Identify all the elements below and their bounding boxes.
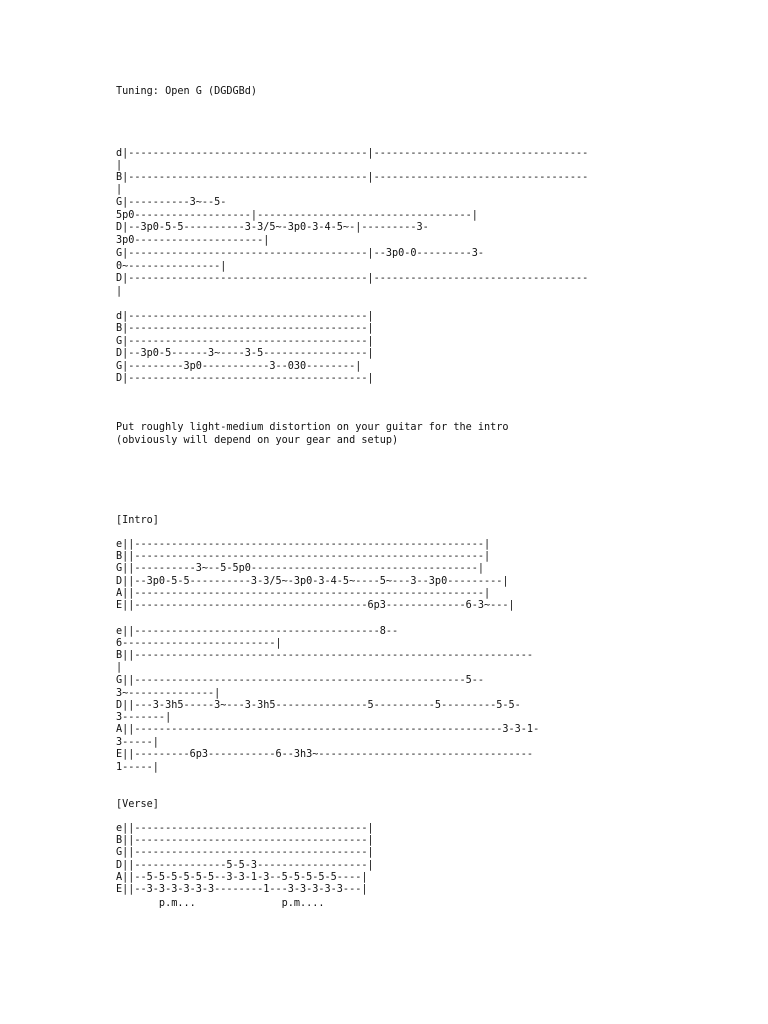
tab-line: e||----------------------------------------8-- [116,626,399,637]
tab-line: d|---------------------------------------| [116,311,374,322]
tab-line: B|---------------------------------------|----------------------------------- [116,172,589,183]
tab-line: e||--------------------------------------| [116,823,374,834]
tab-line: E||--3-3-3-3-3-3--------1---3-3-3-3-3---| [116,884,368,895]
tab-line: 1-----| [116,762,159,773]
tab-line: G||------------------------------------------------------5-- [116,675,485,686]
tab-line: B||----------------------------------------------------------------- [116,650,534,661]
tab-line: | [116,160,123,171]
tab-line: D||--3p0-5-5----------3-3/5~-3p0-3-4-5~----5~---3--3p0---------| [116,576,509,587]
tab-line: | [116,184,123,195]
tab-line: d|---------------------------------------|----------------------------------- [116,148,589,159]
tab-line: B||--------------------------------------| [116,835,374,846]
tab-line: G|---------------------------------------| [116,336,374,347]
intro-heading: [Intro] [116,515,159,526]
tab-line: B|---------------------------------------| [116,323,374,334]
tab-line: G|----------3~--5- [116,197,227,208]
tab-line: 6-------------------------| [116,638,282,649]
tab-line: G|---------3p0-----------3--030--------| [116,361,362,372]
tab-line: 3~--------------| [116,688,221,699]
tab-line: G||--------------------------------------| [116,847,374,858]
tab-line: G||----------3~--5-5p0-------------------------------------| [116,563,485,574]
tab-line: G|---------------------------------------|--3p0-0---------3- [116,248,485,259]
tab-line: A||---------------------------------------------------------| [116,588,491,599]
palm-mute-line: p.m... p.m.... [116,898,325,909]
tab-line: 3-----| [116,737,159,748]
tab-line: | [116,662,123,673]
tuning-line: Tuning: Open G (DGDGBd) [116,86,258,97]
tab-line: E||---------6p3-----------6--3h3~----------------------------------- [116,749,534,760]
note-line: Put roughly light-medium distortion on your guitar for the intro [116,422,509,433]
tab-line: D||---3-3h5-----3~---3-3h5---------------5----------5---------5-5- [116,700,521,711]
tab-line: A||--5-5-5-5-5-5--3-3-1-3--5-5-5-5-5----| [116,872,368,883]
tab-line: D||---------------5-5-3------------------| [116,860,374,871]
tab-line: D|--3p0-5------3~----3-5-----------------| [116,348,374,359]
tab-line: 3-------| [116,712,172,723]
tab-line: D|---------------------------------------| [116,373,374,384]
tab-line: 3p0---------------------| [116,235,270,246]
tab-line: A||------------------------------------------------------------3-3-1- [116,724,540,735]
tab-line: 5p0-------------------|-----------------------------------| [116,210,478,221]
note-line: (obviously will depend on your gear and setup) [116,435,399,446]
tab-line: 0~---------------| [116,261,227,272]
tab-line: | [116,286,123,297]
tab-line: D|--3p0-5-5----------3-3/5~-3p0-3-4-5~-|---------3- [116,222,429,233]
tab-line: E||--------------------------------------6p3-------------6-3~---| [116,600,515,611]
verse-heading: [Verse] [116,799,159,810]
tab-line: e||---------------------------------------------------------| [116,539,491,550]
tab-line: B||---------------------------------------------------------| [116,551,491,562]
tab-line: D|---------------------------------------|----------------------------------- [116,273,589,284]
